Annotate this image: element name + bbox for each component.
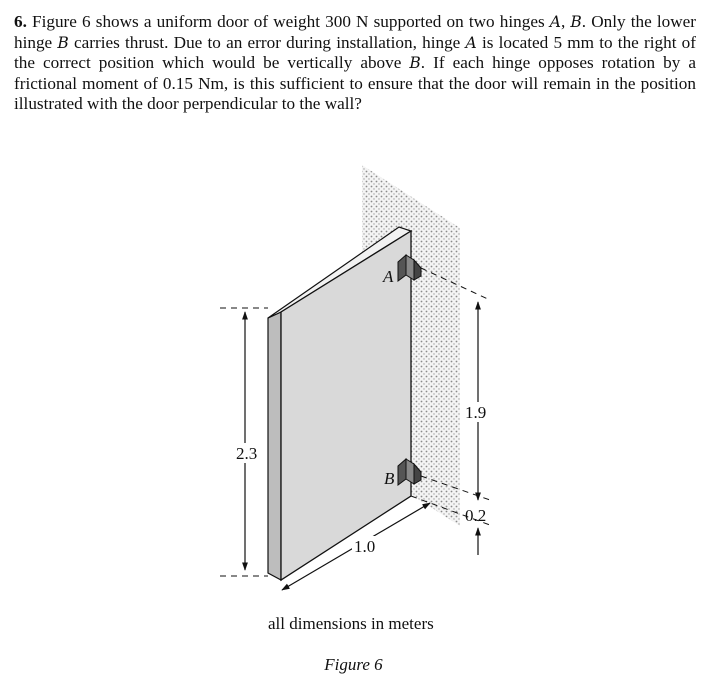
- problem-text-5: is located 5 mm to the right of the correct position which would be vertically above: [14, 32, 696, 73]
- label-bottom-offset: 0.2: [465, 506, 487, 525]
- var-b: B: [570, 13, 582, 31]
- problem-text-1: Figure 6 shows a uniform door of weight 300 N supported on two hinges: [32, 12, 550, 31]
- problem-text-4: carries thrust. Due to an error during installation, hinge: [68, 32, 466, 52]
- problem-text-6: . If each hinge opposes rotation by a frictional moment of 0.15 Nm, is this sufficient to ensure that the door will remain in the position illustrated with the door perpendicular to the wall?: [14, 53, 696, 114]
- problem-text-2: ,: [560, 12, 571, 31]
- var-b: B: [57, 33, 69, 52]
- units-note: all dimensions in meters: [268, 614, 434, 633]
- var-a: A: [465, 33, 477, 52]
- problem-text-3: . Only the lower hinge: [14, 12, 696, 52]
- door-edge-face: [268, 312, 281, 580]
- var-b: B: [409, 54, 421, 73]
- problem-statement: [14, 12, 696, 115]
- figure-caption: Figure 6: [324, 655, 383, 674]
- door-figure: [0, 150, 707, 650]
- label-door-height: 2.3: [236, 444, 258, 463]
- label-hinge-b: B: [384, 469, 395, 488]
- problem-number: 6.: [14, 12, 27, 31]
- var-a: A: [549, 13, 561, 31]
- label-hinge-spacing: 1.9: [465, 403, 487, 422]
- label-hinge-a: A: [383, 267, 394, 286]
- label-door-width: 1.0: [354, 537, 376, 556]
